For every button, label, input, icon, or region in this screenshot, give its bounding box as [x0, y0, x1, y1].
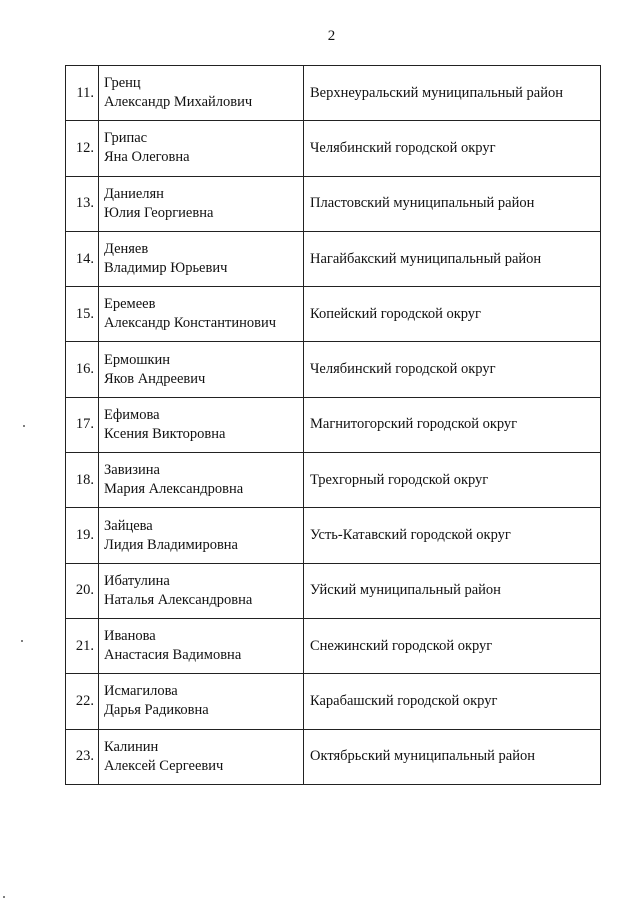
- roster-table: [65, 65, 601, 785]
- surname: Ибатулина: [104, 572, 170, 589]
- table-row: [66, 674, 601, 729]
- row-number: 23.: [66, 729, 99, 784]
- row-number: 13.: [66, 176, 99, 231]
- given-names: Александр Константинович: [104, 315, 276, 332]
- person-name-cell: [99, 508, 304, 563]
- surname: Зайцева: [104, 517, 153, 534]
- surname: Даниелян: [104, 185, 164, 202]
- person-name-cell: [99, 121, 304, 176]
- row-number: 14.: [66, 231, 99, 286]
- row-number: 18.: [66, 453, 99, 508]
- given-names: Юлия Георгиевна: [104, 204, 214, 221]
- person-name-cell: [99, 231, 304, 286]
- row-number: 22.: [66, 674, 99, 729]
- table-row: [66, 287, 601, 342]
- given-names: Яков Андреевич: [104, 370, 206, 387]
- scan-speck: [23, 425, 25, 427]
- person-name-cell: [99, 563, 304, 618]
- district-cell: Карабашский городской округ: [304, 674, 601, 729]
- scan-speck: [3, 896, 5, 898]
- district-cell: Магнитогорский городской округ: [304, 397, 601, 452]
- table-row: [66, 121, 601, 176]
- row-number: 19.: [66, 508, 99, 563]
- person-name-cell: [99, 729, 304, 784]
- person-name-cell: [99, 66, 304, 121]
- roster-table-body: [66, 66, 601, 785]
- district-cell: Уйский муниципальный район: [304, 563, 601, 618]
- district-cell: Нагайбакский муниципальный район: [304, 231, 601, 286]
- given-names: Алексей Сергеевич: [104, 757, 224, 774]
- district-cell: Снежинский городской округ: [304, 618, 601, 673]
- given-names: Александр Михайлович: [104, 94, 253, 111]
- table-row: [66, 231, 601, 286]
- table-row: [66, 176, 601, 231]
- row-number: 17.: [66, 397, 99, 452]
- row-number: 16.: [66, 342, 99, 397]
- person-name-cell: [99, 618, 304, 673]
- district-cell: Челябинский городской округ: [304, 121, 601, 176]
- table-row: [66, 618, 601, 673]
- given-names: Дарья Радиковна: [104, 702, 209, 719]
- given-names: Ксения Викторовна: [104, 425, 226, 442]
- page-number: 2: [327, 28, 336, 44]
- row-number: 21.: [66, 618, 99, 673]
- person-name-cell: [99, 176, 304, 231]
- person-name-cell: [99, 287, 304, 342]
- surname: Деняев: [104, 241, 149, 258]
- row-number: 11.: [66, 66, 99, 121]
- given-names: Наталья Александровна: [104, 591, 253, 608]
- given-names: Анастасия Вадимовна: [104, 647, 242, 664]
- person-name-cell: [99, 342, 304, 397]
- surname: Грипас: [104, 130, 148, 147]
- surname: Ермошкин: [104, 351, 171, 368]
- district-cell: Усть-Катавский городской округ: [304, 508, 601, 563]
- surname: Еремеев: [104, 296, 156, 313]
- row-number: 12.: [66, 121, 99, 176]
- table-row: [66, 729, 601, 784]
- table-row: [66, 66, 601, 121]
- surname: Исмагилова: [104, 683, 178, 700]
- surname: Калинин: [104, 738, 159, 755]
- scan-speck: [21, 640, 23, 642]
- district-cell: Октябрьский муниципальный район: [304, 729, 601, 784]
- surname: Ефимова: [104, 406, 160, 423]
- person-name-cell: [99, 397, 304, 452]
- table-row: [66, 453, 601, 508]
- table-row: [66, 342, 601, 397]
- surname: Гренц: [104, 75, 141, 92]
- table-row: [66, 563, 601, 618]
- district-cell: Трехгорный городской округ: [304, 453, 601, 508]
- surname: Завизина: [104, 462, 160, 479]
- person-name-cell: [99, 453, 304, 508]
- given-names: Владимир Юрьевич: [104, 260, 228, 277]
- person-name-cell: [99, 674, 304, 729]
- table-row: [66, 397, 601, 452]
- row-number: 20.: [66, 563, 99, 618]
- district-cell: Копейский городской округ: [304, 287, 601, 342]
- row-number: 15.: [66, 287, 99, 342]
- given-names: Лидия Владимировна: [104, 536, 238, 553]
- table-row: [66, 508, 601, 563]
- given-names: Яна Олеговна: [104, 149, 190, 166]
- surname: Иванова: [104, 628, 156, 645]
- district-cell: Пластовский муниципальный район: [304, 176, 601, 231]
- given-names: Мария Александровна: [104, 481, 244, 498]
- district-cell: Верхнеуральский муниципальный район: [304, 66, 601, 121]
- district-cell: Челябинский городской округ: [304, 342, 601, 397]
